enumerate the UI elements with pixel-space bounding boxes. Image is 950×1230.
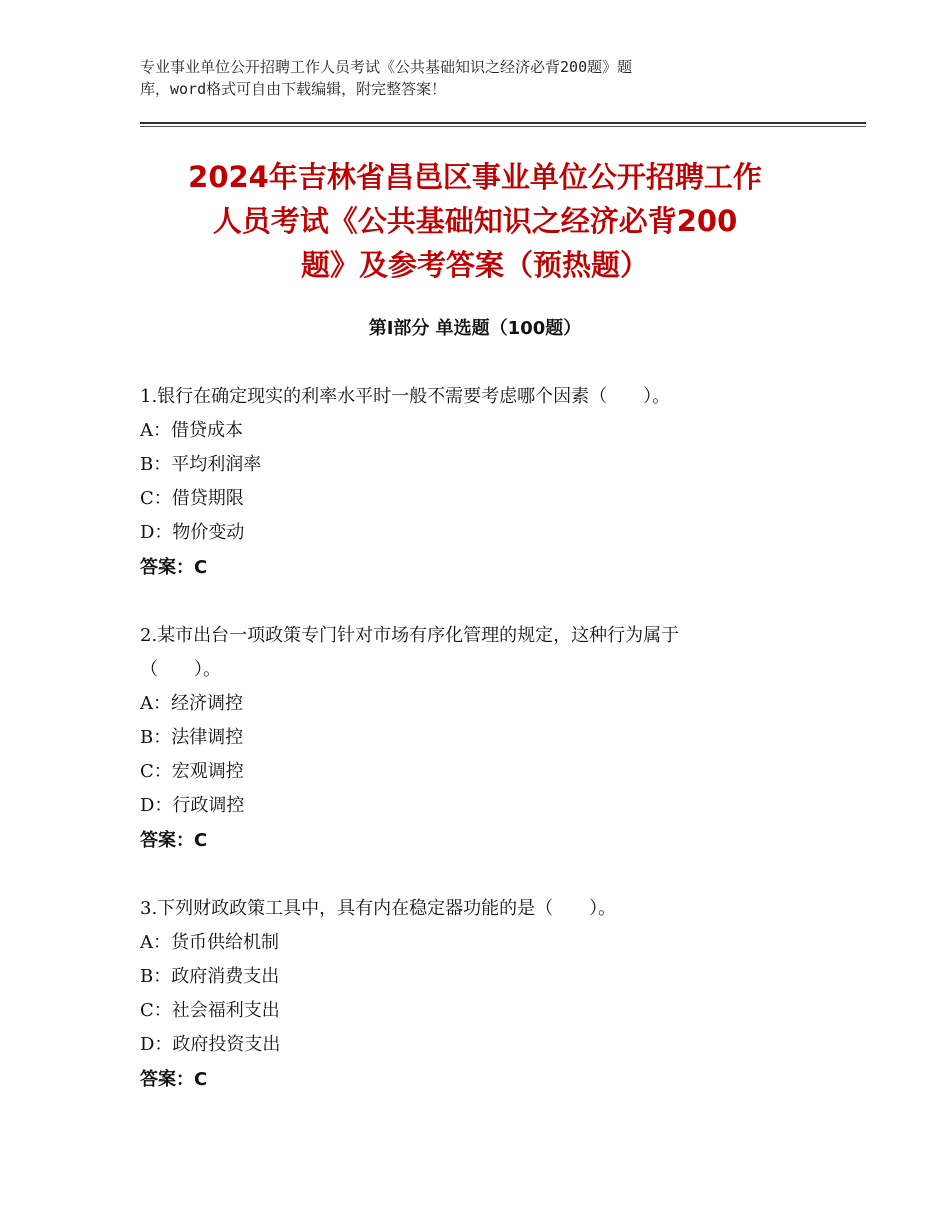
header-divider — [140, 122, 866, 124]
question-stem-continued: （ ）。 — [140, 659, 221, 680]
header-line-2: 库，word格式可自由下载编辑，附完整答案！ — [140, 80, 447, 98]
option-d: D：行政调控 — [140, 795, 245, 816]
option-b: B：政府消费支出 — [140, 966, 280, 987]
title-line-3: 题》及参考答案（预热题） — [300, 248, 649, 282]
question-stem: 2.某市出台一项政策专门针对市场有序化管理的规定，这种行为属于 — [140, 625, 680, 646]
option-b: B：法律调控 — [140, 727, 244, 748]
section-title: 第Ⅰ部分 单选题（100题） — [368, 318, 582, 339]
title-line-2: 人员考试《公共基础知识之经济必背200 — [212, 204, 738, 238]
option-c: C：借贷期限 — [140, 488, 244, 509]
header-line-1: 专业事业单位公开招聘工作人员考试《公共基础知识之经济必背200题》题 — [140, 58, 633, 76]
option-c: C：宏观调控 — [140, 761, 244, 782]
option-d: D：物价变动 — [140, 522, 245, 543]
option-b: B：平均利润率 — [140, 454, 262, 475]
question-stem: 3.下列财政政策工具中，具有内在稳定器功能的是（ ）。 — [140, 898, 617, 919]
answer: 答案：C — [140, 557, 208, 578]
page-header — [140, 56, 780, 100]
title-line-1: 2024年吉林省昌邑区事业单位公开招聘工作 — [188, 160, 762, 194]
question-stem: 1.银行在确定现实的利率水平时一般不需要考虑哪个因素（ ）。 — [140, 386, 671, 407]
document-title — [120, 155, 830, 287]
answer: 答案：C — [140, 1069, 208, 1090]
option-d: D：政府投资支出 — [140, 1034, 281, 1055]
header-divider-thin — [140, 126, 866, 127]
option-a: A：经济调控 — [140, 693, 243, 714]
option-a: A：货币供给机制 — [140, 932, 279, 953]
option-a: A：借贷成本 — [140, 420, 243, 441]
option-c: C：社会福利支出 — [140, 1000, 280, 1021]
answer: 答案：C — [140, 830, 208, 851]
